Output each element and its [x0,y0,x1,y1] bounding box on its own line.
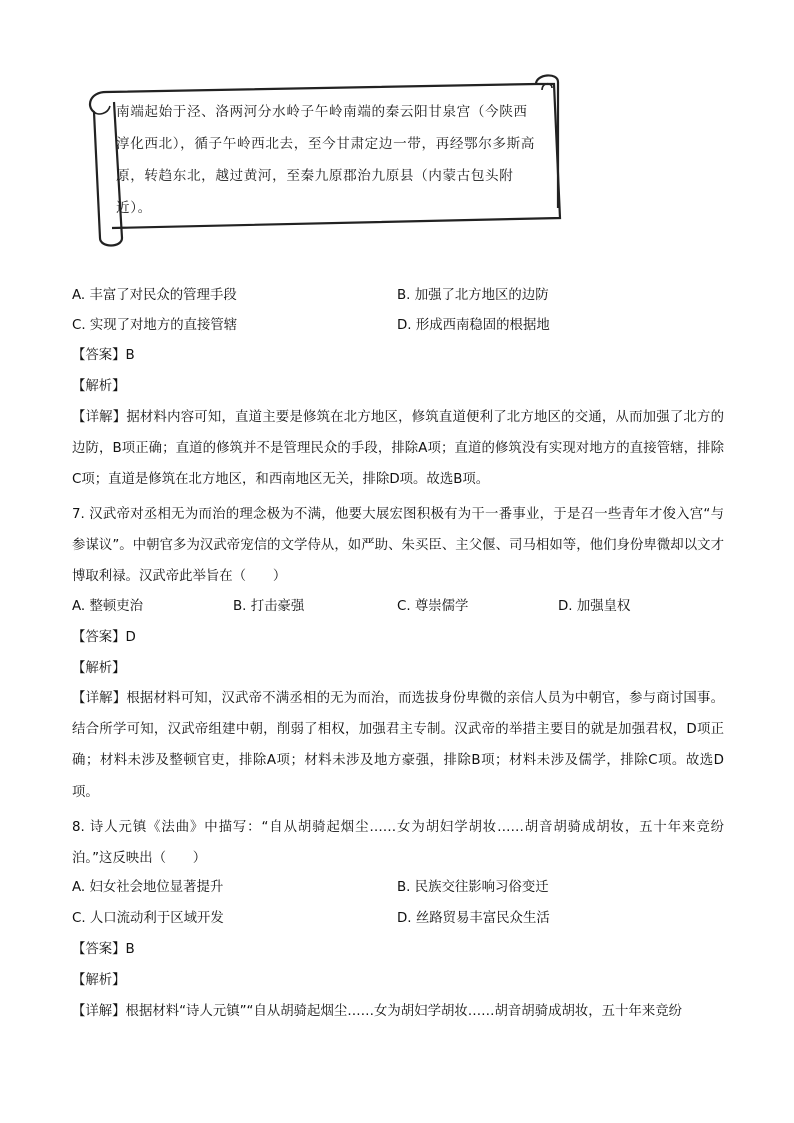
q6-detail: 【详解】据材料内容可知，直道主要是修筑在北方地区，修筑直道便利了北方地区的交通，从而加强了北方的边防，B项正确；直道的修筑并不是管理民众的手段，排除A项；直道的修筑没有实现对地方的直接管辖，排除C项；直道是修筑在北方地区，和西南地区无关，排除D项。故选B项。 [72,410,724,488]
q7-option-d: D. 加强皇权 [558,599,631,614]
q8-analysis-heading: 【解析】 [72,973,126,988]
q6-option-b: B. 加强了北方地区的边防 [397,288,549,303]
q8-detail: 【详解】根据材料“诗人元镇”“自从胡骑起烟尘……女为胡妇学胡妆……胡音胡骑成胡妆，五十年来竞纷 [72,1004,682,1019]
q7-stem: 7. 汉武帝对丞相无为而治的理念极为不满，他要大展宏图积极有为干一番事业，于是召一些青年才俊入宫“与参谋议”。中朝官多为汉武帝宠信的文学侍从，如严助、朱买臣、主父偃、司马相如等，他们身份卑微却以文才博取利禄。汉武帝此举旨在（ ） [72,507,724,585]
q7-detail: 【详解】根据材料可知，汉武帝不满丞相的无为而治，而选拔身份卑微的亲信人员为中朝官，参与商讨国事。结合所学可知，汉武帝组建中朝，削弱了相权，加强君主专制。汉武帝的举措主要目的就是加强君权，D项正确；材料未涉及整顿官吏，排除A项；材料未涉及地方豪强，排除B项；材料未涉及儒学，排除C项。故选D项。 [72,691,724,800]
q7-option-c: C. 尊崇儒学 [397,599,469,614]
q6-option-a: A. 丰富了对民众的管理手段 [72,288,237,303]
scroll-material [84,68,564,248]
q8-stem: 8. 诗人元镇《法曲》中描写：“自从胡骑起烟尘……女为胡妇学胡妆……胡音胡骑成胡妆，五十年来竞纷泊。”这反映出（ ） [72,820,724,867]
q8-option-b: B. 民族交往影响习俗变迁 [397,880,549,895]
scroll-quote: 南端起始于泾、洛两河分水岭子午岭南端的秦云阳甘泉宫（今陕西淳化西北），循子午岭西北去，至今甘肃定边一带，再经鄂尔多斯高原，转趋东北，越过黄河，至秦九原郡治九原县（内蒙古包头附近）。 [116,104,536,216]
q6-analysis-heading: 【解析】 [72,379,126,394]
q7-option-a: A. 整顿吏治 [72,599,143,614]
q6-option-d: D. 形成西南稳固的根据地 [397,318,550,333]
q8-option-d: D. 丝路贸易丰富民众生活 [397,911,550,926]
q7-analysis-heading: 【解析】 [72,661,126,676]
q8-option-c: C. 人口流动利于区域开发 [72,911,224,926]
q7-answer: 【答案】D [72,630,136,645]
q8-answer: 【答案】B [72,942,135,957]
q8-option-a: A. 妇女社会地位显著提升 [72,880,224,895]
q6-option-c: C. 实现了对地方的直接管辖 [72,318,238,333]
q7-option-b: B. 打击豪强 [233,599,305,614]
q6-answer: 【答案】B [72,348,135,363]
